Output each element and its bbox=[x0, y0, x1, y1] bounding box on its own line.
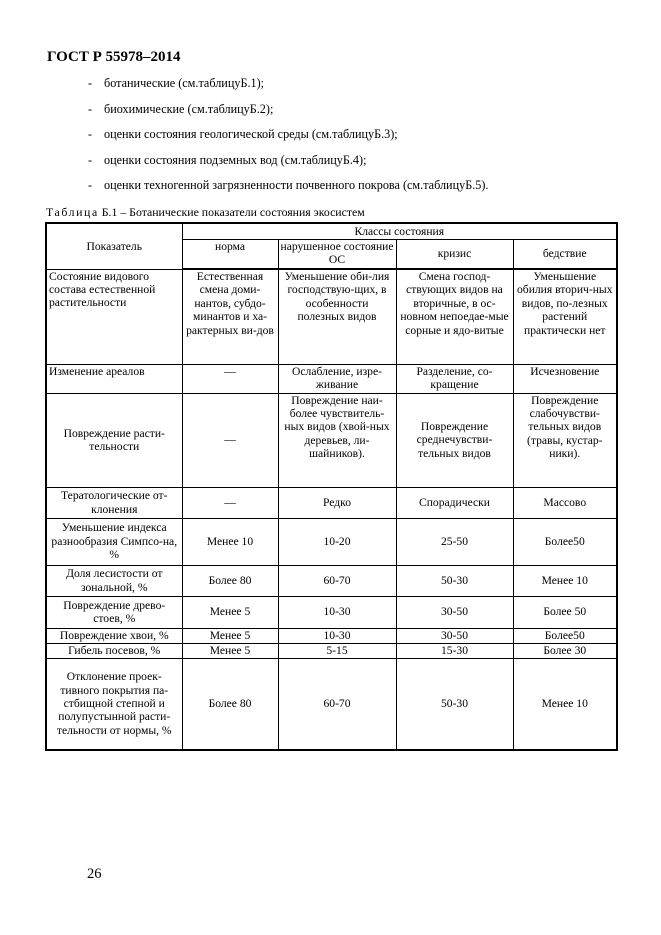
cell-norm: — bbox=[182, 487, 278, 518]
table-row bbox=[46, 393, 617, 487]
cell-disaster: Менее 10 bbox=[513, 658, 617, 750]
cell-crisis: 30-50 bbox=[396, 628, 513, 643]
table-row bbox=[46, 518, 617, 565]
cell-indicator: Уменьшение индекса разнообразия Симпсо-на, % bbox=[46, 518, 182, 565]
cell-norm: Менее 10 bbox=[182, 518, 278, 565]
header-col-norm: норма bbox=[182, 239, 278, 269]
cell-indicator: Повреждение хвои, % bbox=[46, 628, 182, 643]
cell-disturbed: Уменьшение оби-лия господствую-щих, в особенности полезных видов bbox=[278, 269, 396, 364]
cell-disaster: Более50 bbox=[513, 518, 617, 565]
cell-indicator: Состояние видового состава естественной растительности bbox=[46, 269, 182, 364]
table-caption bbox=[46, 205, 365, 220]
cell-indicator: Гибель посевов, % bbox=[46, 643, 182, 658]
list-item bbox=[88, 97, 488, 123]
cell-disaster: Менее 10 bbox=[513, 565, 617, 596]
cell-norm: Менее 5 bbox=[182, 628, 278, 643]
cell-crisis: 50-30 bbox=[396, 658, 513, 750]
cell-norm: Менее 5 bbox=[182, 643, 278, 658]
cell-crisis: 15-30 bbox=[396, 643, 513, 658]
cell-crisis: 50-30 bbox=[396, 565, 513, 596]
table-caption-text: Б.1 – Ботанические показатели состояния экосистем bbox=[98, 205, 365, 219]
cell-disturbed: 60-70 bbox=[278, 565, 396, 596]
table-row bbox=[46, 269, 617, 364]
table-row bbox=[46, 658, 617, 750]
cell-indicator: Тератологические от-клонения bbox=[46, 487, 182, 518]
cell-crisis: Смена господ-ствующих видов на вторичные, в ос-новном непоедае-мые сорные и ядо-витые bbox=[396, 269, 513, 364]
bullet-dash: - bbox=[88, 178, 93, 192]
cell-disturbed: Повреждение наи-более чувствитель-ных видов (хвой-ных деревьев, ли-шайников). bbox=[278, 393, 396, 487]
table-row bbox=[46, 565, 617, 596]
cell-disturbed: 5-15 bbox=[278, 643, 396, 658]
cell-crisis: Повреждение среднечувстви-тельных видов bbox=[396, 393, 513, 487]
header-classes: Классы состояния bbox=[182, 223, 617, 239]
cell-disaster: Более50 bbox=[513, 628, 617, 643]
list-item bbox=[88, 173, 488, 199]
cell-disturbed: 60-70 bbox=[278, 658, 396, 750]
table-row bbox=[46, 487, 617, 518]
cell-disaster: Более 50 bbox=[513, 596, 617, 628]
table-row bbox=[46, 643, 617, 658]
cell-disturbed: 10-30 bbox=[278, 628, 396, 643]
list-item bbox=[88, 71, 488, 97]
ecosystem-table bbox=[45, 222, 618, 751]
bullet-dash: - bbox=[88, 127, 93, 141]
bullet-dash: - bbox=[88, 76, 93, 90]
cell-norm: Естественная смена доми-нантов, субдо-минантов и ха-рактерных ви-дов bbox=[182, 269, 278, 364]
cell-disturbed: Ослабление, изре-живание bbox=[278, 364, 396, 393]
cell-norm: Более 80 bbox=[182, 565, 278, 596]
header-col-disturbed: нарушенное состояние ОС bbox=[278, 239, 396, 269]
list-item bbox=[88, 122, 488, 148]
list-item-text: ботанические (см.таблицуБ.1); bbox=[104, 76, 265, 90]
list-item bbox=[88, 148, 488, 174]
cell-disturbed: Редко bbox=[278, 487, 396, 518]
header-col-disaster: бедствие bbox=[513, 239, 617, 269]
document-header: ГОСТ Р 55978–2014 bbox=[47, 49, 181, 65]
cell-indicator: Изменение ареалов bbox=[46, 364, 182, 393]
cell-crisis: Разделение, со-кращение bbox=[396, 364, 513, 393]
cell-norm: — bbox=[182, 393, 278, 487]
cell-disaster: Уменьшение обилия вторич-ных видов, по-лезных растений практически нет bbox=[513, 269, 617, 364]
cell-norm: Менее 5 bbox=[182, 596, 278, 628]
indicator-list bbox=[88, 71, 488, 199]
table-row bbox=[46, 364, 617, 393]
list-item-text: биохимические (см.таблицуБ.2); bbox=[104, 101, 274, 116]
list-item-text: оценки состояния геологической среды (см.таблицуБ.3); bbox=[104, 127, 398, 141]
bullet-dash: - bbox=[88, 101, 93, 116]
cell-crisis: Спорадически bbox=[396, 487, 513, 518]
list-item-text: оценки техногенной загрязненности почвенного покрова (см.таблицуБ.5). bbox=[104, 178, 489, 192]
cell-norm: Более 80 bbox=[182, 658, 278, 750]
bullet-dash: - bbox=[88, 152, 93, 167]
header-col-crisis: кризис bbox=[396, 239, 513, 269]
cell-indicator: Повреждение древо-стоев, % bbox=[46, 596, 182, 628]
header-indicator: Показатель bbox=[46, 223, 182, 269]
cell-indicator: Доля лесистости от зональной, % bbox=[46, 565, 182, 596]
table-row bbox=[46, 628, 617, 643]
page-number: 26 bbox=[87, 866, 102, 882]
cell-disturbed: 10-20 bbox=[278, 518, 396, 565]
cell-indicator: Отклонение проек-тивного покрытия па-стбищной степной и полупустынной расти-тельности от нормы, % bbox=[46, 658, 182, 750]
table-header-row bbox=[46, 223, 617, 239]
cell-crisis: 30-50 bbox=[396, 596, 513, 628]
cell-crisis: 25-50 bbox=[396, 518, 513, 565]
cell-disaster: Более 30 bbox=[513, 643, 617, 658]
table-caption-label: Таблица bbox=[46, 205, 99, 219]
cell-indicator: Повреждение расти-тельности bbox=[46, 393, 182, 487]
table-row bbox=[46, 596, 617, 628]
cell-disaster: Повреждение слабочувстви-тельных видов (травы, кустар-ники). bbox=[513, 393, 617, 487]
cell-norm: — bbox=[182, 364, 278, 393]
list-item-text: оценки состояния подземных вод (см.таблицуБ.4); bbox=[104, 152, 367, 167]
cell-disaster: Массово bbox=[513, 487, 617, 518]
cell-disturbed: 10-30 bbox=[278, 596, 396, 628]
cell-disaster: Исчезновение bbox=[513, 364, 617, 393]
